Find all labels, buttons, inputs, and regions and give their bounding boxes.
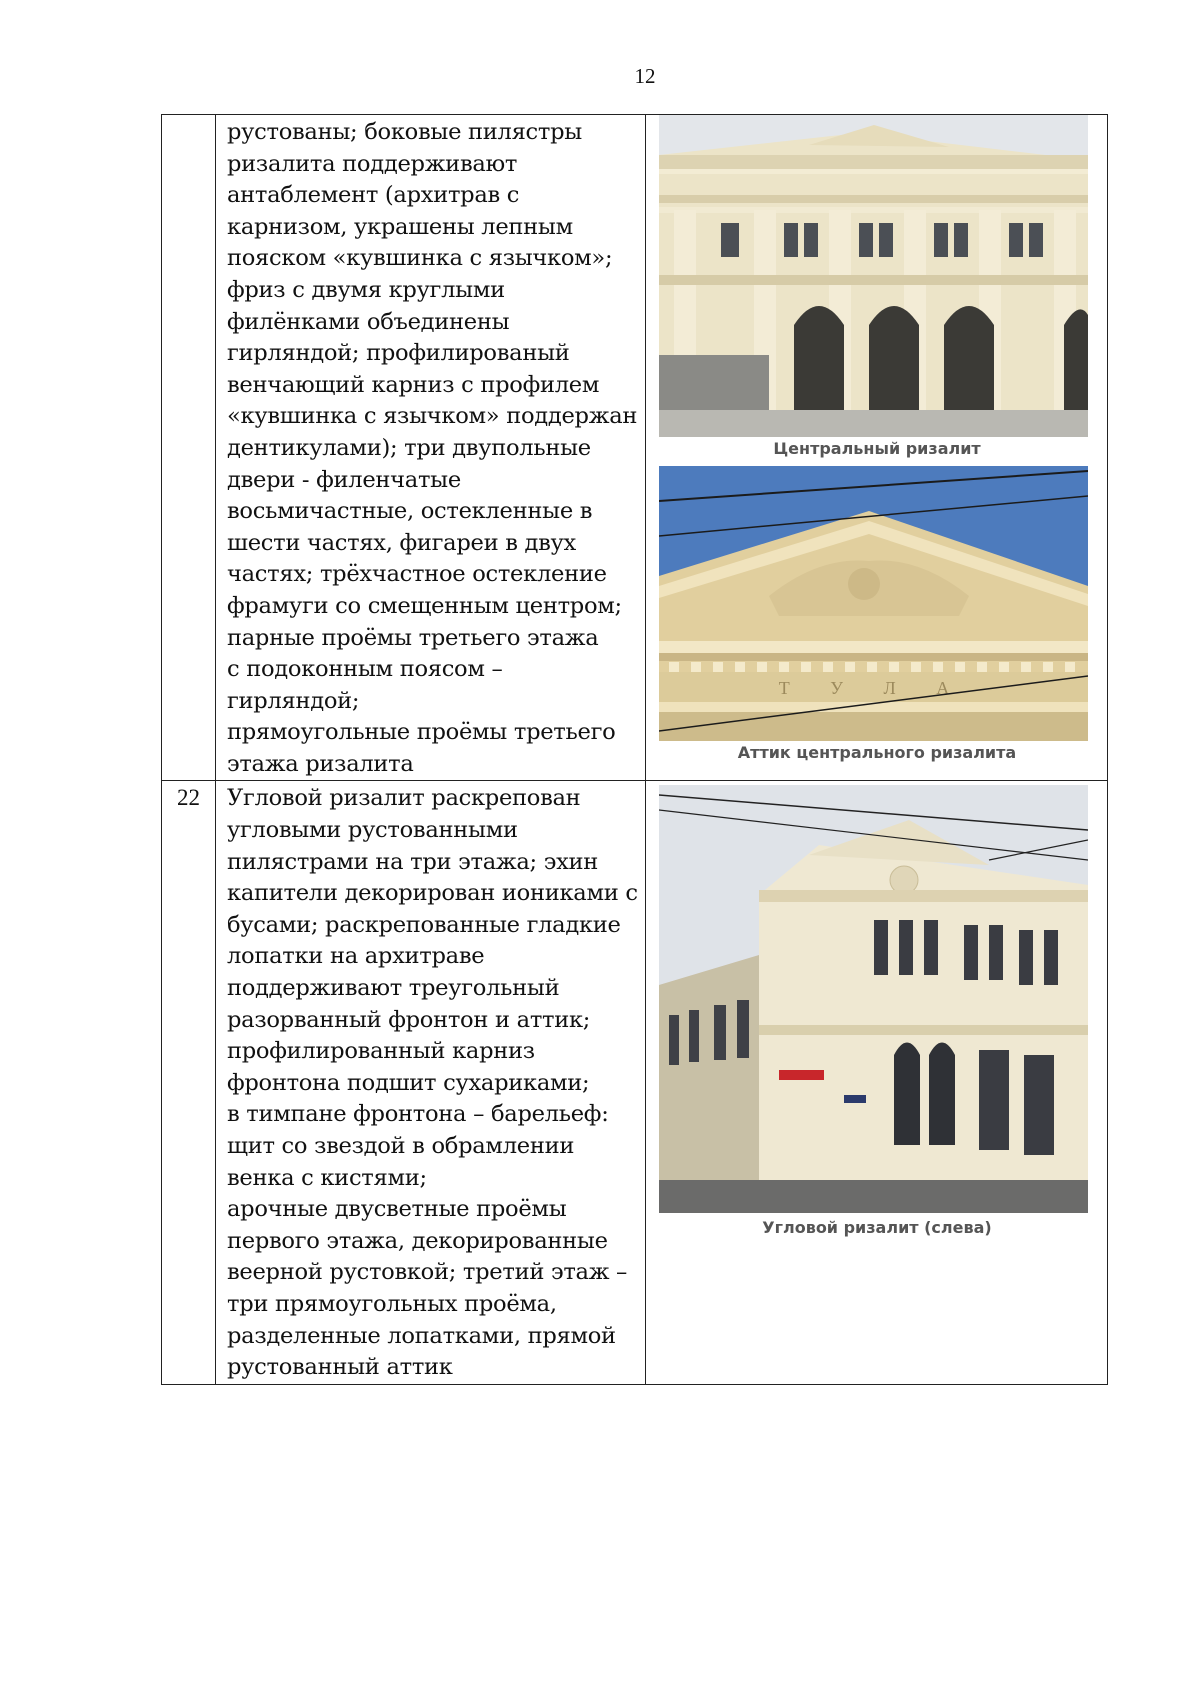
row-number-cell [162, 115, 216, 781]
text-line: рустованный аттик [227, 1354, 453, 1381]
text-line: арочные двусветные проёмы [227, 1196, 567, 1223]
text-line: фрамуги со смещенным центром; [227, 592, 622, 619]
text-line: парные проёмы третьего этажа [227, 624, 599, 651]
description-cell [216, 781, 646, 1384]
row-number-cell: 22 [162, 781, 216, 1384]
text-line: филёнками объединены [227, 308, 510, 335]
text-line: поддерживают треугольный [227, 975, 560, 1002]
text-line: разорванный фронтон и аттик; [227, 1006, 591, 1033]
text-line: веерной рустовкой; третий этаж – [227, 1259, 628, 1286]
photo-cell [646, 115, 1108, 781]
text-line: венчающий карниз с профилем [227, 371, 600, 398]
text-line: венка с кистями; [227, 1164, 427, 1191]
photo-caption: Угловой ризалит (слева) [762, 1218, 992, 1238]
text-line: гирляндой; [227, 687, 360, 714]
text-line: дентикулами); три двупольные [227, 434, 591, 461]
text-line: первого этажа, декорированные [227, 1227, 608, 1254]
text-line: восьмичастные, остекленные в [227, 498, 593, 525]
attic-relief-photo [659, 466, 1088, 741]
text-line: гирляндой; профилированый [227, 340, 570, 367]
description-table [161, 114, 1108, 1385]
attic-inscription: Т У Л А [778, 678, 968, 698]
text-line: фриз с двумя круглыми [227, 276, 505, 303]
text-line: разделенные лопатками, прямой [227, 1322, 616, 1349]
text-line: три прямоугольных проёма, [227, 1290, 557, 1317]
text-line: фронтона подшит сухариками; [227, 1069, 590, 1096]
text-line: этажа ризалита [227, 750, 414, 777]
page-number: 12 [634, 64, 656, 88]
building-facade-photo [659, 115, 1088, 437]
text-line: «кувшинка с язычком» поддержан [227, 403, 638, 430]
text-line: с подоконным поясом – [227, 656, 503, 683]
text-line: антаблемент (архитрав с [227, 182, 520, 209]
text-line: капители декорирован иониками с [227, 880, 638, 907]
photo-cell [646, 781, 1108, 1384]
text-line: угловыми рустованными [227, 817, 518, 844]
description-cell [216, 115, 646, 781]
corner-building-photo [659, 785, 1088, 1213]
text-line: лопатки на архитраве [227, 943, 485, 970]
photo-caption: Центральный ризалит [773, 439, 981, 458]
text-line: шести частях, фигареи в двух [227, 529, 576, 556]
text-line: Угловой ризалит раскрепован [227, 785, 581, 812]
table-row [162, 115, 1108, 781]
text-line: рустованы; боковые пилястры [227, 119, 582, 145]
text-line: двери - филенчатые [227, 466, 461, 493]
text-line: пилястрами на три этажа; эхин [227, 848, 599, 875]
text-line: профилированный карниз [227, 1038, 535, 1065]
photo-caption: Аттик центрального ризалита [737, 743, 1017, 762]
text-line: бусами; раскрепованные гладкие [227, 911, 621, 938]
text-line: пояском «кувшинка с язычком»; [227, 245, 613, 272]
text-line: частях; трёхчастное остекление [227, 561, 607, 588]
text-line: ризалита поддерживают [227, 150, 518, 177]
table-row [162, 781, 1108, 1384]
text-line: карнизом, украшены лепным [227, 213, 573, 240]
text-line: прямоугольные проёмы третьего [227, 719, 616, 746]
text-line: щит со звездой в обрамлении [227, 1133, 575, 1159]
text-line: в тимпане фронтона – барельеф: [227, 1101, 609, 1128]
